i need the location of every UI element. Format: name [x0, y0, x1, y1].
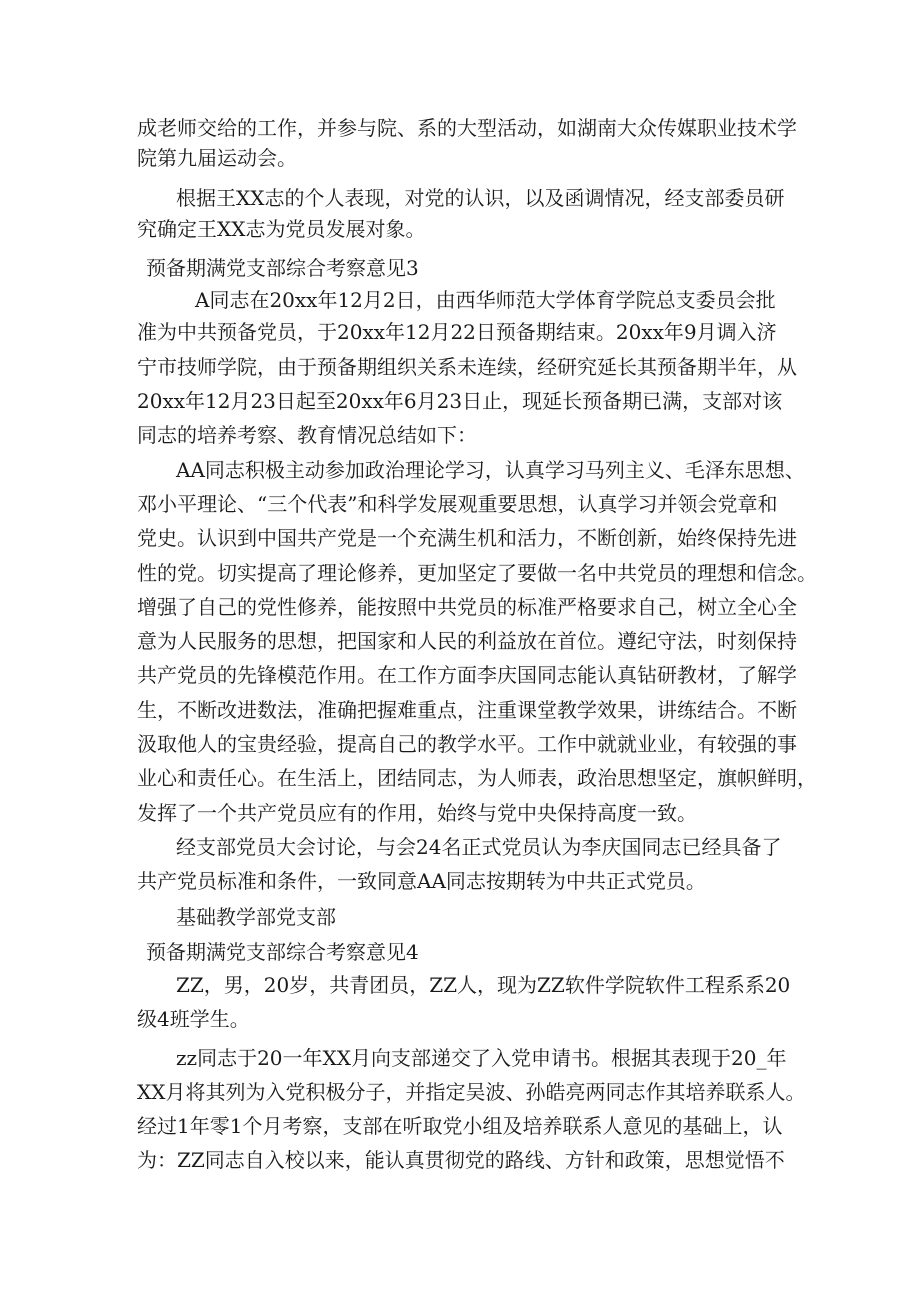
- text-line: 生，不断改进数法，准确把握难重点，注重课堂教学效果，讲练结合。不断: [137, 698, 797, 722]
- text-line: 意为人民服务的思想，把国家和人民的利益放在首位。遵纪守法，时刻保持: [137, 629, 797, 653]
- text-line: zz同志于20一年XX月向支部递交了入党申请书。根据其表现于20_年: [176, 1046, 787, 1070]
- text-line: A同志在20xx年12月2日，由西华师范大学体育学院总支委员会批: [195, 288, 776, 312]
- text-line: 准为中共预备党员，于20xx年12月22日预备期结束。20xx年9月调入济: [137, 320, 777, 344]
- text-line: XX月将其列为入党积极分子，并指定吴波、孙皓亮两同志作其培养联系人。: [137, 1080, 806, 1104]
- text-line: 增强了自己的党性修养，能按照中共党员的标准严格要求自己，树立全心全: [137, 595, 797, 619]
- text-line: 业心和责任心。在生活上，团结同志，为人师表，政治思想坚定，旗帜鲜明，: [137, 766, 817, 790]
- text-line: 邓小平理论、“三个代表”和科学发展观重要思想，认真学习并领会党章和: [137, 492, 778, 516]
- text-line: 经过1年零1个月考察，支部在听取党小组及培养联系人意见的基础上，认: [137, 1114, 783, 1138]
- signature-line: 基础教学部党支部: [176, 905, 336, 929]
- text-line: 级4班学生。: [137, 1007, 250, 1031]
- text-line: 汲取他人的宝贵经验，提高自己的教学水平。工作中就就业业，有较强的事: [137, 732, 797, 756]
- text-line: 为：ZZ同志自入校以来，能认真贯彻党的路线、方针和政策，思想觉悟不: [137, 1148, 785, 1172]
- text-line: 成老师交给的工作，并参与院、系的大型活动，如湖南大众传媒职业技术学: [137, 116, 797, 140]
- text-line: 20xx年12月23日起至20xx年6月23日止，现延长预备期已满，支部对该: [137, 389, 783, 413]
- text-line: ZZ，男，20岁，共青团员，ZZ人，现为ZZ软件学院软件工程系系20: [176, 973, 791, 997]
- text-line: 经支部党员大会讨论，与会24名正式党员认为李庆国同志已经具备了: [176, 835, 782, 859]
- text-line: 党史。认识到中国共产党是一个充满生机和活力，不断创新，始终保持先进: [137, 526, 797, 550]
- text-line: 性的党。切实提高了理论修养，更加坚定了要做一名中共党员的理想和信念。: [137, 561, 817, 585]
- text-line: 宁市技师学院，由于预备期组织关系未连续，经研究延长其预备期半年，从: [137, 355, 797, 379]
- section-heading: 预备期满党支部综合考察意见3: [146, 256, 419, 280]
- text-line: 究确定王XX志为党员发展对象。: [137, 217, 426, 241]
- text-line: 根据王XX志的个人表现，对党的认识，以及函调情况，经支部委员研: [176, 186, 785, 210]
- section-heading: 预备期满党支部综合考察意见4: [146, 940, 419, 964]
- text-line: 同志的培养考察、教育情况总结如下：: [137, 423, 477, 447]
- text-line: 院第九届运动会。: [137, 146, 297, 170]
- text-line: 发挥了一个共产党员应有的作用，始终与党中央保持高度一致。: [137, 801, 697, 825]
- text-line: 共产党员的先锋模范作用。在工作方面李庆国同志能认真钻研教材，了解学: [137, 663, 797, 687]
- text-line: AA同志积极主动参加政治理论学习，认真学习马列主义、毛泽东思想、: [176, 458, 805, 482]
- text-line: 共产党员标准和条件，一致同意AA同志按期转为中共正式党员。: [137, 869, 706, 893]
